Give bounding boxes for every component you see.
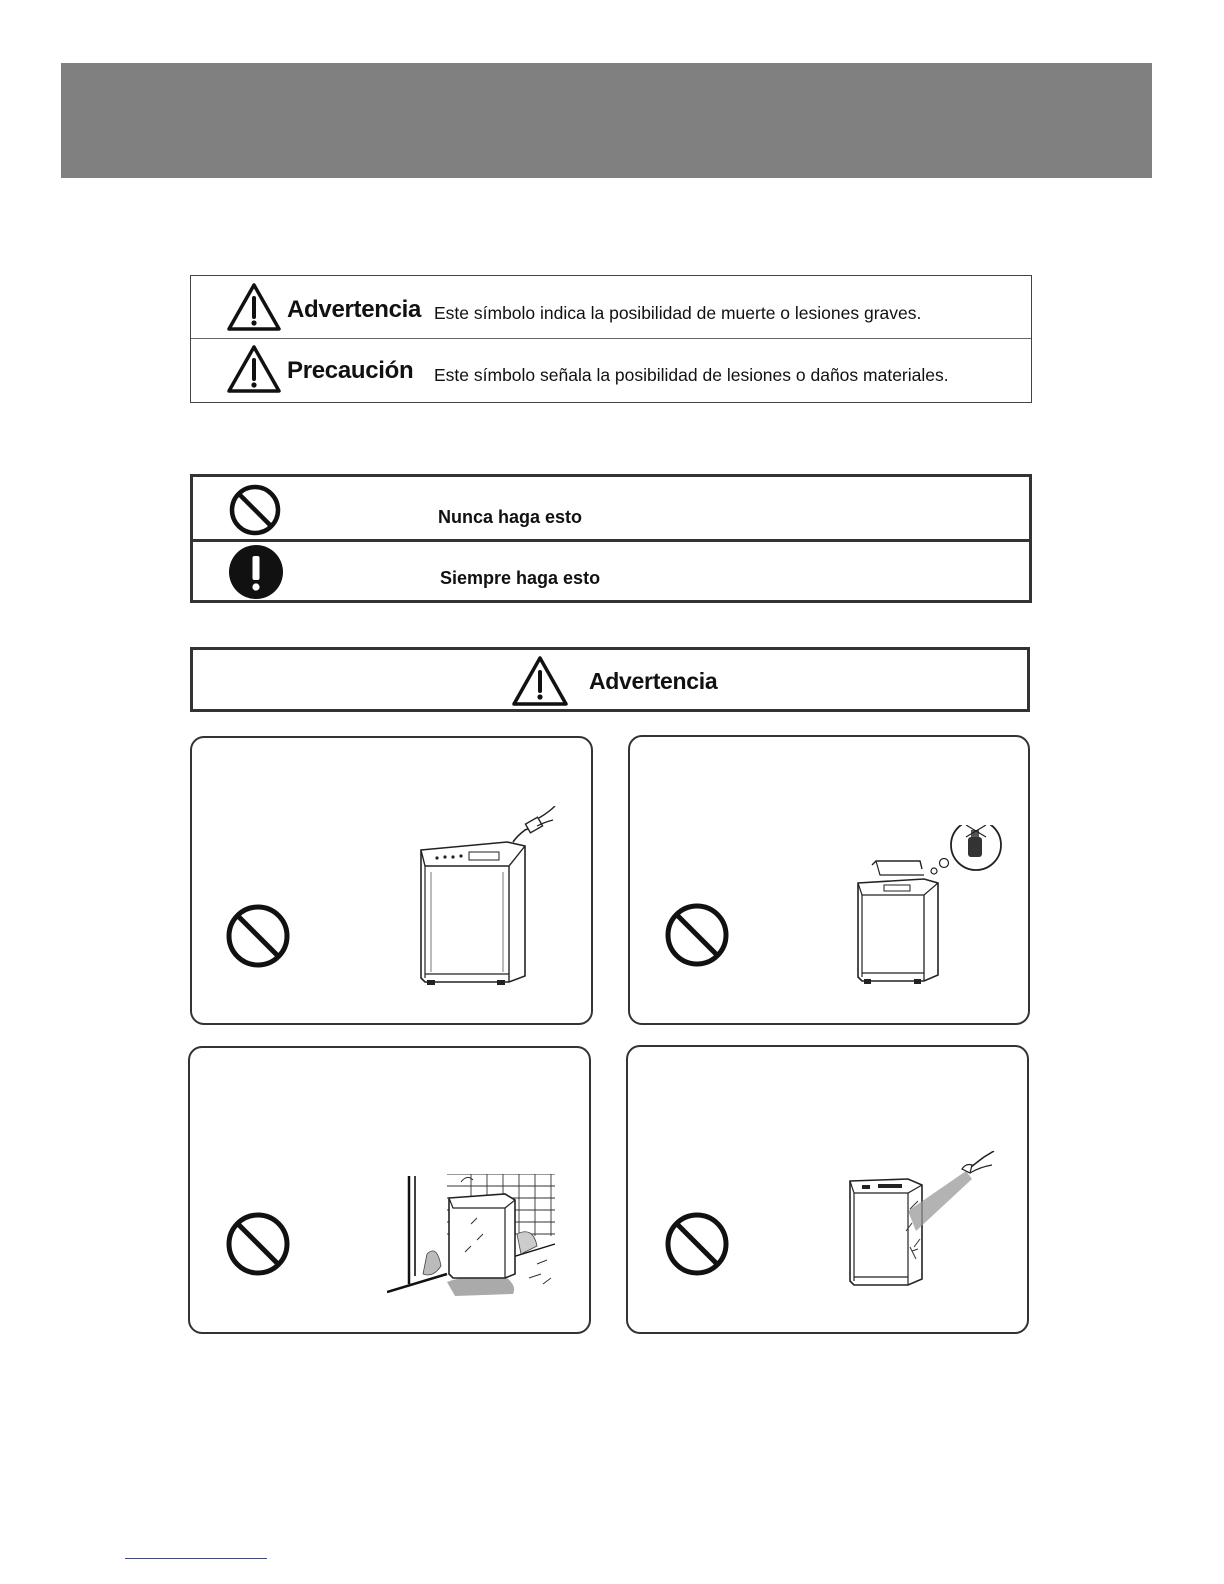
washer-with-thought-bubble-icon xyxy=(854,825,1004,987)
mandatory-exclamation-icon xyxy=(228,544,284,600)
prohibited-icon xyxy=(228,483,282,537)
washer-in-wet-bathroom-icon xyxy=(387,1174,557,1298)
footer-rule xyxy=(125,1558,267,1559)
legend-row-precaucion xyxy=(191,338,1031,400)
warning-card-4 xyxy=(626,1045,1029,1334)
prohibited-icon xyxy=(664,902,730,968)
symbol-row-never xyxy=(193,477,1029,542)
prohibited-icon xyxy=(664,1211,730,1277)
warning-triangle-icon xyxy=(226,282,282,332)
legend-row-advertencia xyxy=(191,276,1031,339)
washer-water-spray-icon xyxy=(846,1151,998,1287)
symbol-text-always: Siempre haga esto xyxy=(440,568,601,588)
symbol-row-always xyxy=(193,541,1029,603)
legend-description-precaucion: Este símbolo señala la posibilidad de lesiones o daños materiales. xyxy=(434,365,949,385)
warning-header-label: Advertencia xyxy=(589,668,718,694)
symbol-text-never: Nunca haga esto xyxy=(438,507,583,527)
warning-card-1 xyxy=(190,736,593,1025)
warning-card-3 xyxy=(188,1046,591,1334)
legend-label-advertencia: Advertencia xyxy=(287,296,422,323)
warning-header xyxy=(190,647,1030,712)
prohibited-icon xyxy=(225,903,291,969)
warning-triangle-icon xyxy=(511,655,569,707)
warning-card-2 xyxy=(628,735,1030,1025)
warning-triangle-icon xyxy=(226,344,282,394)
legend-description-advertencia: Este símbolo indica la posibilidad de muerte o lesiones graves. xyxy=(434,303,922,323)
legend-box xyxy=(190,275,1032,403)
washer-with-plug-icon xyxy=(417,806,562,986)
legend-label-precaucion: Precaución xyxy=(287,357,414,384)
symbols-box xyxy=(190,474,1032,603)
prohibited-icon xyxy=(225,1211,291,1277)
header-band xyxy=(61,63,1152,178)
